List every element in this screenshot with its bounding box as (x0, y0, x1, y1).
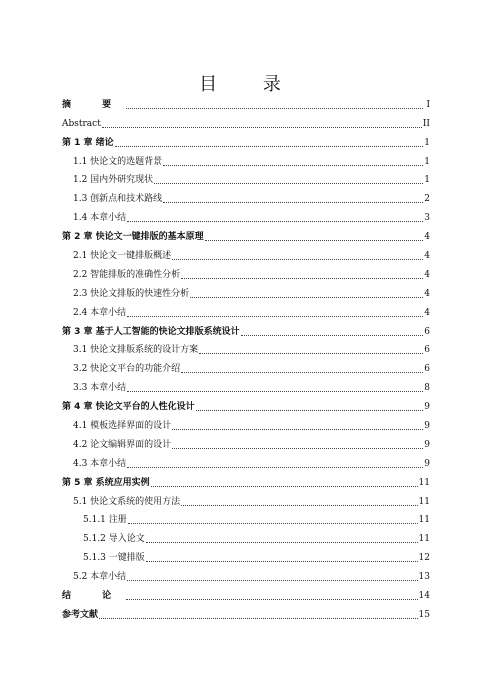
toc-entry-chapter-5[interactable] (62, 470, 430, 489)
leader-dots (126, 599, 417, 600)
toc-entry-label: 2.2 智能排版的准确性分析 (73, 269, 181, 280)
toc-entry-page: 11 (418, 534, 430, 545)
toc-entry-label: Abstract (62, 118, 101, 129)
leader-dots (128, 523, 418, 524)
toc-entry-references[interactable] (62, 602, 430, 621)
toc-entry-page: 9 (424, 458, 430, 469)
leader-dots (99, 618, 418, 619)
toc-entry-abstract-en[interactable] (62, 111, 430, 130)
toc-entry-page: 11 (418, 515, 430, 526)
leader-dots (151, 486, 418, 487)
toc-entry-section[interactable] (62, 451, 430, 470)
leader-dots (146, 561, 418, 562)
toc-entry-page: 4 (424, 269, 430, 280)
leader-dots (127, 467, 423, 468)
leader-dots (199, 353, 423, 354)
toc-entry-page: 9 (424, 402, 430, 413)
toc-entry-label: 第 2 章 快论文一键排版的基本原理 (62, 232, 204, 243)
toc-entry-label: 5.1.1 注册 (83, 515, 127, 526)
toc-entry-subsection[interactable] (62, 545, 430, 564)
toc-entry-section[interactable] (62, 168, 430, 187)
toc-entry-label: 3.1 快论文排版系统的设计方案 (73, 345, 199, 356)
leader-dots (172, 429, 423, 430)
toc-entry-page: 4 (424, 232, 430, 243)
toc-entry-subsection[interactable] (62, 508, 430, 527)
toc-entry-page: 1 (424, 137, 430, 148)
leader-dots (181, 372, 423, 373)
leader-dots (163, 202, 423, 203)
toc-entry-label: 4.1 模板选择界面的设计 (73, 421, 172, 432)
toc-entry-page: 14 (418, 591, 430, 602)
toc-entry-section[interactable] (62, 489, 430, 508)
toc-entry-page: 6 (424, 364, 430, 375)
toc-entry-label: 5.1 快论文系统的使用方法 (73, 496, 181, 507)
toc-entry-chapter-1[interactable] (62, 130, 430, 149)
toc-entry-label: 第 4 章 快论文平台的人性化设计 (62, 402, 195, 413)
toc-entry-chapter-4[interactable] (62, 394, 430, 413)
toc-entry-section[interactable] (62, 281, 430, 300)
leader-dots (127, 580, 417, 581)
toc-entry-label: 3.2 快论文平台的功能介绍 (73, 364, 181, 375)
toc-entry-page: 12 (418, 553, 430, 564)
leader-dots (181, 278, 423, 279)
toc-entry-label: 3.3 本章小结 (73, 383, 127, 394)
toc-entry-page: 1 (424, 156, 430, 167)
toc-entry-page: 8 (424, 383, 430, 394)
toc-entry-page: 15 (418, 609, 430, 620)
toc-entry-page: 4 (424, 251, 430, 262)
toc-entry-label: 结 论 (62, 591, 126, 602)
toc-entry-page: 2 (424, 194, 430, 205)
toc-entry-section[interactable] (62, 356, 430, 375)
toc-entry-label: 第 1 章 绪论 (62, 137, 114, 148)
toc-entry-label: 第 5 章 系统应用实例 (62, 477, 150, 488)
toc-entry-label: 4.2 论文编辑界面的设计 (73, 439, 172, 450)
leader-dots (241, 335, 423, 336)
leader-dots (115, 146, 423, 147)
toc-entry-section[interactable] (62, 432, 430, 451)
toc-entry-page: I (426, 99, 430, 110)
toc-entry-subsection[interactable] (62, 526, 430, 545)
toc-entry-label: 5.1.2 导入论文 (83, 534, 145, 545)
leader-dots (196, 410, 423, 411)
toc-entry-label: 5.2 本章小结 (73, 572, 127, 583)
toc-entry-section[interactable] (62, 338, 430, 357)
page-title: 目 录 (199, 74, 301, 95)
leader-dots (172, 448, 423, 449)
toc-entry-label: 2.4 本章小结 (73, 307, 127, 318)
leader-dots (172, 259, 423, 260)
leader-dots (181, 505, 417, 506)
toc-entry-label: 4.3 本章小结 (73, 458, 127, 469)
toc-entry-label: 1.2 国内外研究现状 (73, 175, 154, 186)
toc-entry-label: 摘 要 (62, 99, 126, 110)
toc-entry-section[interactable] (62, 564, 430, 583)
toc-entry-page: 1 (424, 175, 430, 186)
leader-dots (205, 240, 423, 241)
leader-dots (146, 542, 418, 543)
toc-entry-page: 9 (424, 439, 430, 450)
leader-dots (127, 316, 423, 317)
toc-entry-section[interactable] (62, 300, 430, 319)
toc-entry-section[interactable] (62, 205, 430, 224)
toc-entry-section[interactable] (62, 243, 430, 262)
toc-entry-chapter-2[interactable] (62, 224, 430, 243)
toc-entry-label: 1.1 快论文的选题背景 (73, 156, 163, 167)
toc-entry-page: II (422, 118, 430, 129)
toc-entry-label: 参考文献 (62, 609, 99, 620)
toc-entry-page: 3 (424, 213, 430, 224)
leader-dots (190, 297, 423, 298)
toc-entry-label: 2.3 快论文排版的快速性分析 (73, 288, 190, 299)
toc-entry-page: 6 (424, 345, 430, 356)
toc-entry-conclusion[interactable] (62, 583, 430, 602)
toc-entry-section[interactable] (62, 375, 430, 394)
toc-entry-label: 1.4 本章小结 (73, 213, 127, 224)
toc-entry-page: 4 (424, 307, 430, 318)
toc-entry-label: 2.1 快论文一键排版概述 (73, 251, 172, 262)
table-of-contents (62, 92, 430, 621)
toc-entry-section[interactable] (62, 413, 430, 432)
toc-entry-page: 9 (424, 421, 430, 432)
toc-entry-page: 6 (424, 326, 430, 337)
toc-entry-page: 4 (424, 288, 430, 299)
toc-entry-label: 5.1.3 一键排版 (83, 553, 145, 564)
toc-entry-page: 11 (418, 496, 430, 507)
toc-entry-page: 13 (418, 572, 430, 583)
leader-dots (102, 127, 422, 128)
leader-dots (154, 183, 423, 184)
toc-entry-label: 1.3 创新点和技术路线 (73, 194, 163, 205)
toc-entry-label: 第 3 章 基于人工智能的快论文排版系统设计 (62, 326, 240, 337)
toc-entry-page: 11 (418, 477, 430, 488)
toc-entry-section[interactable] (62, 149, 430, 168)
leader-dots (163, 165, 423, 166)
toc-entry-chapter-3[interactable] (62, 319, 430, 338)
toc-entry-section[interactable] (62, 186, 430, 205)
toc-entry-abstract-cn[interactable] (62, 92, 430, 111)
leader-dots (127, 391, 423, 392)
leader-dots (127, 221, 423, 222)
toc-entry-section[interactable] (62, 262, 430, 281)
leader-dots (126, 108, 423, 109)
